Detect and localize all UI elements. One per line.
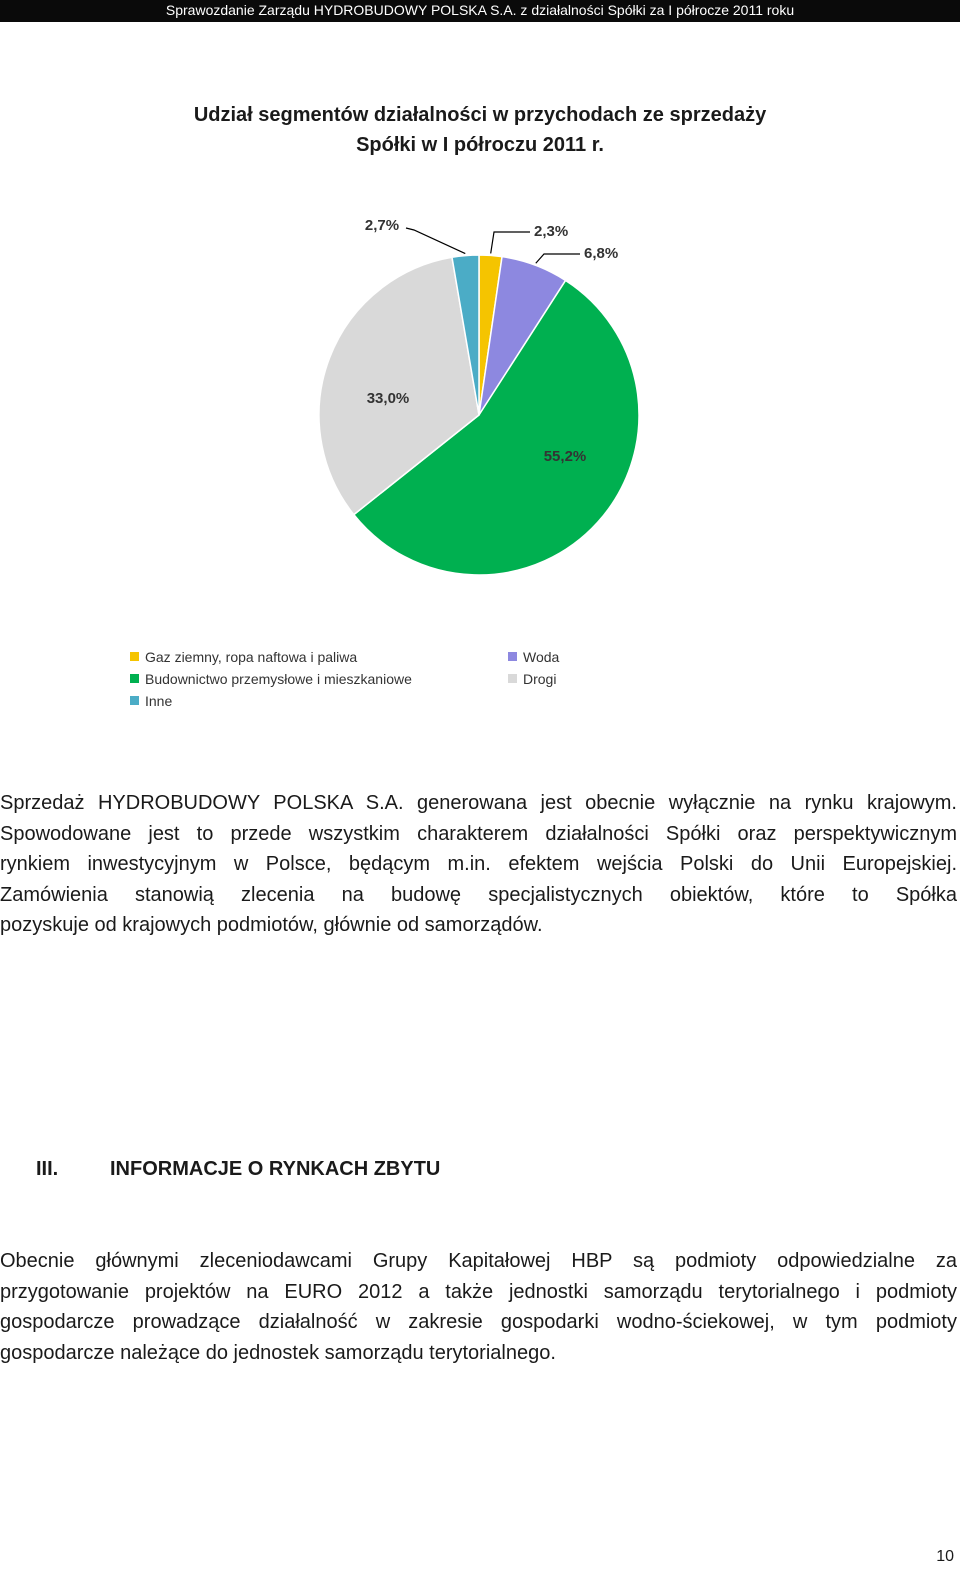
section-number: III. (36, 1158, 59, 1180)
legend-label-drogi: Drogi (523, 671, 557, 687)
section-title: INFORMACJE O RYNKACH ZBYTU (110, 1158, 441, 1180)
pie-chart (280, 200, 680, 600)
chart-title (80, 100, 880, 160)
legend-label-inne: Inne (145, 693, 173, 709)
pie-data-label: 2,7% (364, 217, 400, 234)
paragraph-sales (0, 788, 957, 941)
paragraph-clients-line: Obecnie głównymi zleceniodawcami Grupy Kapitałowej HBP są podmioty odpowiedzialne za (0, 1250, 957, 1272)
paragraph-clients-line: przygotowanie projektów na EURO 2012 a także jednostki samorządu terytorialnego i podmioty (0, 1280, 957, 1303)
legend-item-woda (508, 648, 559, 666)
legend-label-woda: Woda (523, 649, 560, 665)
paragraph-clients (0, 1246, 957, 1368)
chart-title-line-2: Spółki w I półroczu 2011 r. (356, 134, 604, 156)
pie-leader-line (491, 232, 530, 253)
paragraph-sales-line: Spowodowane jest to przede wszystkim charakterem działalności Spółki oraz perspektywicznym (0, 822, 957, 845)
legend-item-gaz (130, 648, 357, 666)
legend-swatch-budownictwo (130, 674, 139, 683)
pie-leader-line (406, 228, 465, 254)
legend-swatch-gaz (130, 652, 139, 661)
paragraph-clients-line: gospodarcze prowadzące działalność w zakresie gospodarki wodno-ściekowej, w tym podmioty (0, 1311, 957, 1333)
pie-data-label: 33,0% (366, 390, 410, 407)
chart-title-line-1: Udział segmentów działalności w przychodach ze sprzedaży (193, 104, 767, 126)
page-header-text: Sprawozdanie Zarządu HYDROBUDOWY POLSKA S.A. z działalności Spółki za I półrocze 2011 roku (165, 2, 795, 18)
pie-data-label: 55,2% (543, 448, 587, 465)
paragraph-sales-line: Zamówienia stanowią zlecenia na budowę specjalistycznych obiektów, które to Spółka (0, 883, 957, 906)
paragraph-sales-line: pozyskuje od krajowych podmiotów, głównie od samorządów. (0, 914, 543, 936)
section-heading (36, 1158, 440, 1181)
legend-item-inne (130, 692, 172, 710)
legend-item-budownictwo (130, 670, 412, 688)
legend-label-gaz: Gaz ziemny, ropa naftowa i paliwa (145, 649, 358, 665)
page-header (0, 0, 960, 22)
legend-swatch-drogi (508, 674, 517, 683)
legend-item-drogi (508, 670, 556, 688)
paragraph-clients-line: gospodarcze należące do jednostek samorządu terytorialnego. (0, 1341, 556, 1364)
legend-swatch-woda (508, 652, 517, 661)
pie-leader-line (536, 254, 580, 263)
paragraph-sales-line: rynkiem inwestycyjnym w Polsce, będącym m.in. efektem wejścia Polski do Unii Europejskiej. (0, 853, 957, 875)
pie-data-label: 2,3% (534, 223, 569, 240)
legend-swatch-inne (130, 696, 139, 705)
page-number: 10 (936, 1548, 954, 1565)
paragraph-sales-line: Sprzedaż HYDROBUDOWY POLSKA S.A. generowana jest obecnie wyłącznie na rynku krajowym. (0, 792, 957, 814)
legend-label-budownictwo: Budownictwo przemysłowe i mieszkaniowe (145, 671, 412, 687)
pie-data-label: 6,8% (584, 245, 619, 262)
